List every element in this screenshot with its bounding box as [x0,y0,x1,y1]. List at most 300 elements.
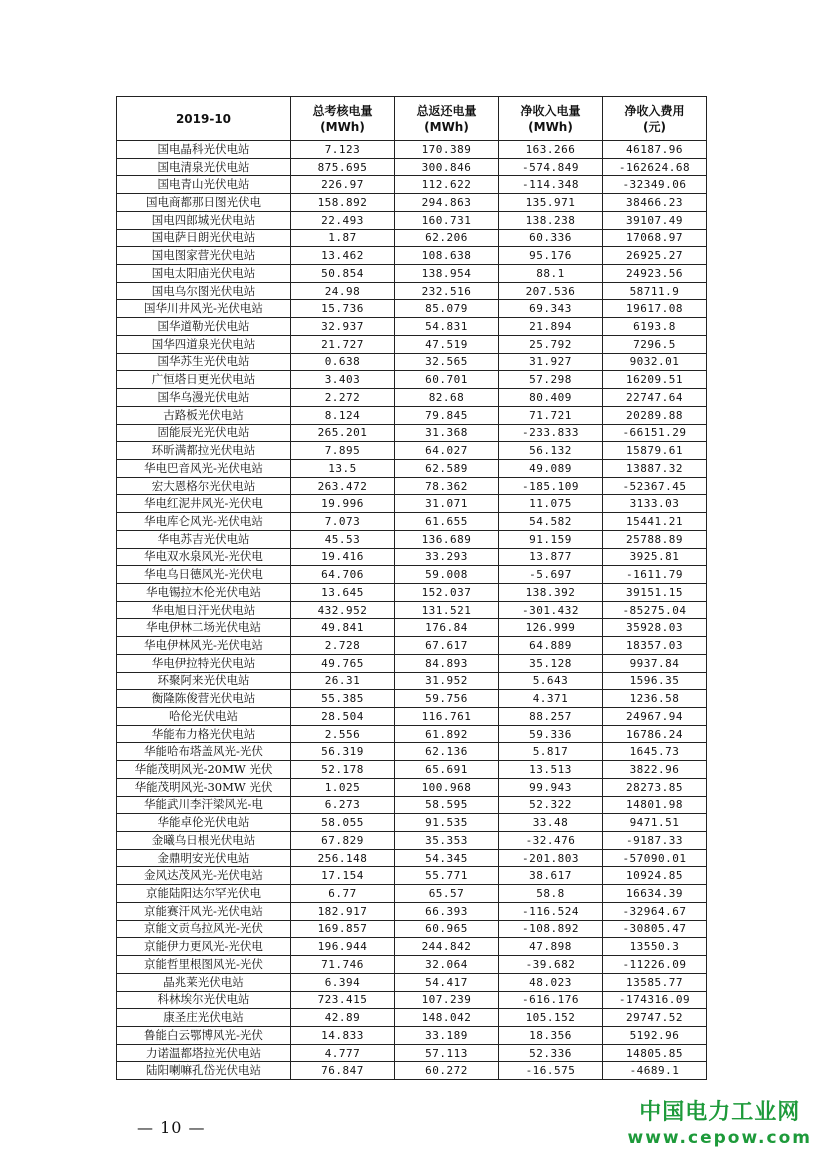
value-cell: 28273.85 [603,778,707,796]
table-row [117,849,707,867]
table-row [117,194,707,212]
value-cell: 265.201 [291,424,395,442]
table-row [117,672,707,690]
watermark-site-url: www.cepow.com [627,1128,812,1148]
table-row [117,211,707,229]
station-name-cell: 华电乌日德风光-光伏电 [117,566,291,584]
station-name-cell: 华电伊林风光-光伏电站 [117,637,291,655]
value-cell: 256.148 [291,849,395,867]
table-row [117,832,707,850]
value-cell: 15441.21 [603,513,707,531]
value-cell: 107.239 [395,991,499,1009]
value-cell: 13585.77 [603,973,707,991]
table-row [117,335,707,353]
value-cell: 136.689 [395,530,499,548]
value-cell: 33.48 [499,814,603,832]
value-cell: 71.746 [291,956,395,974]
value-cell: 10924.85 [603,867,707,885]
value-cell: 47.519 [395,335,499,353]
value-cell: 108.638 [395,247,499,265]
value-cell: 69.343 [499,300,603,318]
value-cell: 50.854 [291,265,395,283]
page-number: — 10 — [137,1118,206,1137]
value-cell: 7.123 [291,141,395,159]
value-cell: 57.298 [499,371,603,389]
value-cell: 152.037 [395,583,499,601]
value-cell: 158.892 [291,194,395,212]
value-cell: 3925.81 [603,548,707,566]
value-cell: -174316.09 [603,991,707,1009]
value-cell: 49.841 [291,619,395,637]
table-row [117,406,707,424]
station-name-cell: 华电锡拉木伦光伏电站 [117,583,291,601]
station-name-cell: 华能茂明风光-20MW 光伏 [117,761,291,779]
value-cell: 9937.84 [603,654,707,672]
value-cell: 54.345 [395,849,499,867]
value-cell: 32.064 [395,956,499,974]
value-cell: 35.128 [499,654,603,672]
value-cell: -85275.04 [603,601,707,619]
value-cell: 39107.49 [603,211,707,229]
value-cell: 18.356 [499,1026,603,1044]
table-row [117,796,707,814]
site-watermark [628,1099,813,1149]
table-row [117,601,707,619]
value-cell: -4689.1 [603,1062,707,1080]
station-name-cell: 京能哲里根图风光-光伏 [117,956,291,974]
value-cell: 28.504 [291,708,395,726]
value-cell: 60.965 [395,920,499,938]
station-name-cell: 京能赛汗风光-光伏电站 [117,902,291,920]
station-name-cell: 华能布力格光伏电站 [117,725,291,743]
value-cell: 91.535 [395,814,499,832]
value-cell: -201.803 [499,849,603,867]
value-cell: 875.695 [291,158,395,176]
value-cell: 112.622 [395,176,499,194]
station-name-cell: 国电清泉光伏电站 [117,158,291,176]
value-cell: 8.124 [291,406,395,424]
table-row [117,1009,707,1027]
value-cell: -616.176 [499,991,603,1009]
value-cell: 62.136 [395,743,499,761]
value-cell: 49.089 [499,459,603,477]
value-cell: -32349.06 [603,176,707,194]
value-cell: 33.293 [395,548,499,566]
station-name-cell: 古路板光伏电站 [117,406,291,424]
table-row [117,282,707,300]
value-cell: 22747.64 [603,389,707,407]
value-cell: -32.476 [499,832,603,850]
value-cell: 42.89 [291,1009,395,1027]
value-cell: 13.513 [499,761,603,779]
value-cell: 300.846 [395,158,499,176]
station-name-cell: 华能哈布塔盖风光-光伏 [117,743,291,761]
value-cell: 17068.97 [603,229,707,247]
value-cell: 14805.85 [603,1044,707,1062]
table-row [117,566,707,584]
value-cell: 52.322 [499,796,603,814]
value-cell: 6.394 [291,973,395,991]
value-cell: -52367.45 [603,477,707,495]
value-cell: 4.371 [499,690,603,708]
value-cell: 138.954 [395,265,499,283]
value-cell: 138.392 [499,583,603,601]
value-cell: 16634.39 [603,885,707,903]
value-cell: 67.617 [395,637,499,655]
table-row [117,229,707,247]
value-cell: -66151.29 [603,424,707,442]
table-row [117,725,707,743]
value-cell: 22.493 [291,211,395,229]
table-row [117,867,707,885]
value-cell: 47.898 [499,938,603,956]
table-row [117,1044,707,1062]
value-cell: 55.385 [291,690,395,708]
value-cell: 88.257 [499,708,603,726]
station-name-cell: 京能陆阳达尔罕光伏电 [117,885,291,903]
value-cell: 1.87 [291,229,395,247]
column-header [395,97,499,141]
value-cell: 59.756 [395,690,499,708]
value-cell: 3.403 [291,371,395,389]
table-row [117,973,707,991]
value-cell: -108.892 [499,920,603,938]
value-cell: 100.968 [395,778,499,796]
table-row [117,389,707,407]
value-cell: 79.845 [395,406,499,424]
station-name-cell: 陆阳喇嘛孔岱光伏电站 [117,1062,291,1080]
value-cell: 54.831 [395,318,499,336]
value-cell: 3822.96 [603,761,707,779]
value-cell: 6.77 [291,885,395,903]
table-row [117,761,707,779]
table-row [117,265,707,283]
value-cell: 2.728 [291,637,395,655]
value-cell: 82.68 [395,389,499,407]
settlement-table [116,96,707,1080]
value-cell: 65.691 [395,761,499,779]
value-cell: 15.736 [291,300,395,318]
station-name-cell: 国电乌尔图光伏电站 [117,282,291,300]
value-cell: 25788.89 [603,530,707,548]
value-cell: -1611.79 [603,566,707,584]
value-cell: -16.575 [499,1062,603,1080]
value-cell: 7.073 [291,513,395,531]
value-cell: 32.565 [395,353,499,371]
table-row [117,708,707,726]
value-cell: 16209.51 [603,371,707,389]
value-cell: 58.8 [499,885,603,903]
table-row [117,371,707,389]
value-cell: 1596.35 [603,672,707,690]
value-cell: 3133.03 [603,495,707,513]
table-row [117,814,707,832]
value-cell: 19617.08 [603,300,707,318]
value-cell: 60.701 [395,371,499,389]
value-cell: 294.863 [395,194,499,212]
value-cell: 49.765 [291,654,395,672]
value-cell: 64.706 [291,566,395,584]
value-cell: -233.833 [499,424,603,442]
value-cell: 58.595 [395,796,499,814]
value-cell: 169.857 [291,920,395,938]
value-cell: 0.638 [291,353,395,371]
value-cell: 76.847 [291,1062,395,1080]
table-row [117,318,707,336]
table-row [117,424,707,442]
value-cell: 60.272 [395,1062,499,1080]
value-cell: -301.432 [499,601,603,619]
table-body [117,141,707,1080]
value-cell: 1645.73 [603,743,707,761]
value-cell: 99.943 [499,778,603,796]
table-row [117,247,707,265]
station-name-cell: 环聚阿来光伏电站 [117,672,291,690]
value-cell: 95.176 [499,247,603,265]
column-header-line: 净收入电量 [520,103,581,118]
value-cell: 148.042 [395,1009,499,1027]
station-name-cell: 哈伦光伏电站 [117,708,291,726]
station-name-cell: 华电伊拉特光伏电站 [117,654,291,672]
table-row [117,690,707,708]
value-cell: 55.771 [395,867,499,885]
value-cell: 58.055 [291,814,395,832]
value-cell: 64.889 [499,637,603,655]
value-cell: 61.655 [395,513,499,531]
value-cell: 9471.51 [603,814,707,832]
value-cell: 176.84 [395,619,499,637]
value-cell: 59.008 [395,566,499,584]
value-cell: 66.393 [395,902,499,920]
value-cell: 91.159 [499,530,603,548]
table-row [117,530,707,548]
table-row [117,459,707,477]
value-cell: 25.792 [499,335,603,353]
value-cell: 54.417 [395,973,499,991]
table-row [117,920,707,938]
value-cell: 35.353 [395,832,499,850]
column-header-line: 净收入费用 [624,103,685,118]
value-cell: 5192.96 [603,1026,707,1044]
column-header [291,97,395,141]
value-cell: 20289.88 [603,406,707,424]
station-name-cell: 国电图家营光伏电站 [117,247,291,265]
station-name-cell: 金鼎明安光伏电站 [117,849,291,867]
value-cell: -162624.68 [603,158,707,176]
station-name-cell: 华电红泥井风光-光伏电 [117,495,291,513]
station-name-cell: 国华苏生光伏电站 [117,353,291,371]
table-row [117,902,707,920]
value-cell: 14.833 [291,1026,395,1044]
value-cell: 6193.8 [603,318,707,336]
station-name-cell: 康圣庄光伏电站 [117,1009,291,1027]
value-cell: 9032.01 [603,353,707,371]
value-cell: 105.152 [499,1009,603,1027]
value-cell: 56.132 [499,442,603,460]
table-row [117,654,707,672]
value-cell: 45.53 [291,530,395,548]
station-name-cell: 科林埃尔光伏电站 [117,991,291,1009]
column-header [603,97,707,141]
value-cell: 24923.56 [603,265,707,283]
value-cell: 39151.15 [603,583,707,601]
value-cell: 182.917 [291,902,395,920]
station-name-cell: 国华乌漫光伏电站 [117,389,291,407]
value-cell: 78.362 [395,477,499,495]
column-header-line: 总返还电量 [416,103,477,118]
table-header-row [117,97,707,141]
table-row [117,495,707,513]
value-cell: -57090.01 [603,849,707,867]
value-cell: 7296.5 [603,335,707,353]
value-cell: 62.206 [395,229,499,247]
value-cell: 1236.58 [603,690,707,708]
table-row [117,158,707,176]
table-row [117,583,707,601]
value-cell: 14801.98 [603,796,707,814]
value-cell: 52.336 [499,1044,603,1062]
value-cell: 18357.03 [603,637,707,655]
value-cell: 226.97 [291,176,395,194]
table-row [117,938,707,956]
value-cell: -32964.67 [603,902,707,920]
value-cell: 31.952 [395,672,499,690]
station-name-cell: 华能武川李汗梁风光-电 [117,796,291,814]
table-row [117,300,707,318]
value-cell: 48.023 [499,973,603,991]
value-cell: 64.027 [395,442,499,460]
column-header-line: (MWh) [320,119,365,134]
value-cell: -30805.47 [603,920,707,938]
value-cell: 16786.24 [603,725,707,743]
station-name-cell: 国华四道泉光伏电站 [117,335,291,353]
station-name-cell: 国电萨日朗光伏电站 [117,229,291,247]
value-cell: 21.727 [291,335,395,353]
column-header-line: (MWh) [528,119,573,134]
table-row [117,637,707,655]
value-cell: 54.582 [499,513,603,531]
table-row [117,885,707,903]
value-cell: 31.071 [395,495,499,513]
station-name-cell: 国电商都那日图光伏电 [117,194,291,212]
table-row [117,991,707,1009]
value-cell: 126.999 [499,619,603,637]
value-cell: 232.516 [395,282,499,300]
table-row [117,353,707,371]
station-name-cell: 国华道勒光伏电站 [117,318,291,336]
value-cell: 21.894 [499,318,603,336]
value-cell: 170.389 [395,141,499,159]
value-cell: 26.31 [291,672,395,690]
station-name-cell: 京能伊力更风光-光伏电 [117,938,291,956]
value-cell: 61.892 [395,725,499,743]
value-cell: 13550.3 [603,938,707,956]
value-cell: -39.682 [499,956,603,974]
value-cell: 33.189 [395,1026,499,1044]
value-cell: 62.589 [395,459,499,477]
value-cell: 31.927 [499,353,603,371]
value-cell: 46187.96 [603,141,707,159]
table-row [117,548,707,566]
value-cell: 65.57 [395,885,499,903]
station-name-cell: 华电双水泉风光-光伏电 [117,548,291,566]
value-cell: 13.5 [291,459,395,477]
value-cell: 60.336 [499,229,603,247]
station-name-cell: 力诺温都塔拉光伏电站 [117,1044,291,1062]
value-cell: 80.409 [499,389,603,407]
station-name-cell: 衡隆陈俊营光伏电站 [117,690,291,708]
value-cell: 138.238 [499,211,603,229]
value-cell: 7.895 [291,442,395,460]
value-cell: 52.178 [291,761,395,779]
value-cell: 11.075 [499,495,603,513]
station-name-cell: 国电四郎城光伏电站 [117,211,291,229]
value-cell: 196.944 [291,938,395,956]
value-cell: 6.273 [291,796,395,814]
station-name-cell: 金风达茂风光-光伏电站 [117,867,291,885]
value-cell: 13.877 [499,548,603,566]
column-header-line: (MWh) [424,119,469,134]
value-cell: 5.817 [499,743,603,761]
value-cell: 2.272 [291,389,395,407]
station-name-cell: 华电旭日汗光伏电站 [117,601,291,619]
value-cell: 2.556 [291,725,395,743]
value-cell: 24967.94 [603,708,707,726]
station-name-cell: 华电伊林二场光伏电站 [117,619,291,637]
value-cell: 38.617 [499,867,603,885]
station-name-cell: 宏大恩格尔光伏电站 [117,477,291,495]
value-cell: 58711.9 [603,282,707,300]
station-name-cell: 环昕满都拉光伏电站 [117,442,291,460]
column-header-line: (元) [643,119,666,134]
value-cell: 4.777 [291,1044,395,1062]
table-row [117,956,707,974]
value-cell: 57.113 [395,1044,499,1062]
station-name-cell: 华电苏吉光伏电站 [117,530,291,548]
value-cell: 67.829 [291,832,395,850]
value-cell: 13.645 [291,583,395,601]
station-name-cell: 国电青山光伏电站 [117,176,291,194]
station-name-cell: 国电太阳庙光伏电站 [117,265,291,283]
value-cell: -116.524 [499,902,603,920]
column-header [499,97,603,141]
value-cell: 29747.52 [603,1009,707,1027]
value-cell: -574.849 [499,158,603,176]
station-name-cell: 京能文贡乌拉风光-光伏 [117,920,291,938]
value-cell: -9187.33 [603,832,707,850]
value-cell: 432.952 [291,601,395,619]
value-cell: 59.336 [499,725,603,743]
station-name-cell: 金曦乌日根光伏电站 [117,832,291,850]
watermark-site-name: 中国电力工业网 [639,1100,801,1125]
value-cell: 84.893 [395,654,499,672]
value-cell: 263.472 [291,477,395,495]
table-row [117,778,707,796]
value-cell: -5.697 [499,566,603,584]
value-cell: -185.109 [499,477,603,495]
value-cell: 244.842 [395,938,499,956]
value-cell: 32.937 [291,318,395,336]
table-row [117,513,707,531]
value-cell: -11226.09 [603,956,707,974]
station-name-cell: 广恒塔日更光伏电站 [117,371,291,389]
station-name-cell: 国华川井风光-光伏电站 [117,300,291,318]
station-name-cell: 华能卓伦光伏电站 [117,814,291,832]
value-cell: 71.721 [499,406,603,424]
value-cell: 207.536 [499,282,603,300]
table-row [117,176,707,194]
value-cell: 13.462 [291,247,395,265]
